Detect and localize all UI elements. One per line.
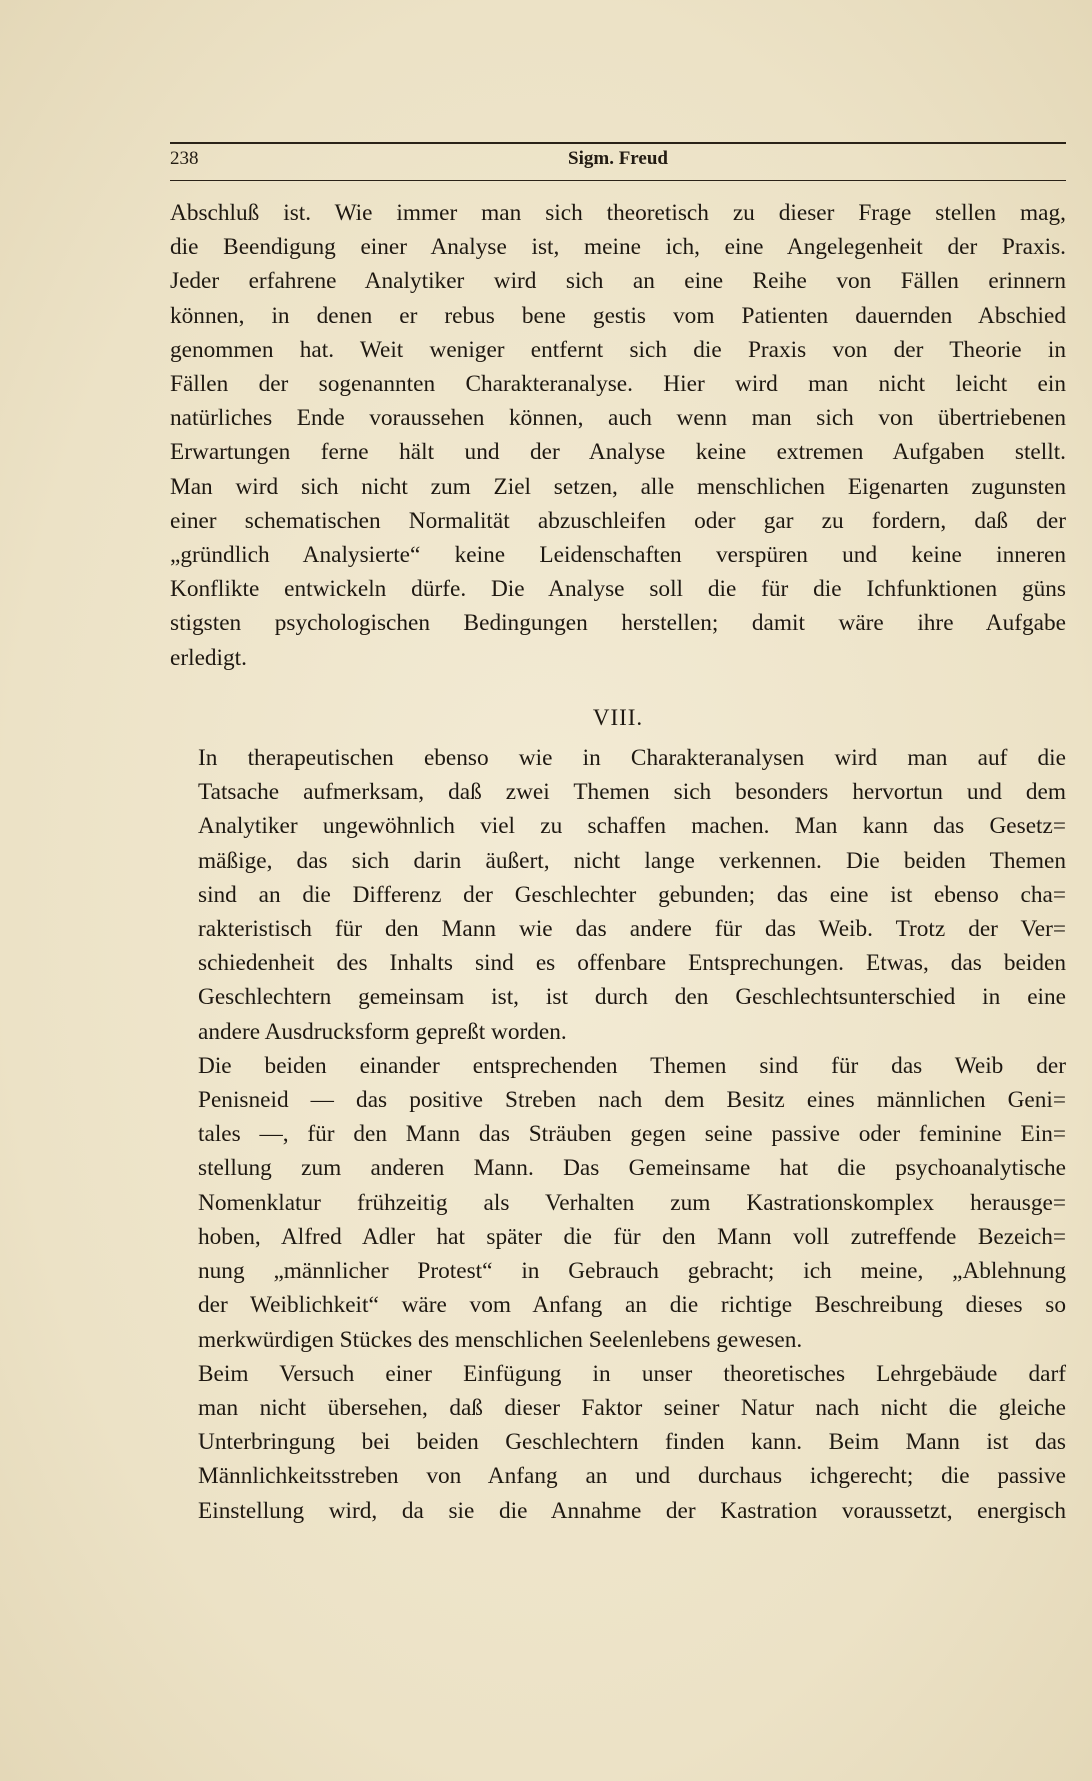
text-line: man nicht übersehen, daß dieser Faktor seiner Natur nach nicht die gleiche [198,1394,1066,1421]
text-line: rakteristisch für den Mann wie das andere für das Weib. Trotz der Ver= [198,916,1066,943]
running-head: Sigm. Freud [568,148,668,169]
text-line: nung „männlicher Protest“ in Gebrauch gebracht; ich meine, „Ablehnung [198,1258,1066,1285]
text-line: Fällen der sogenannten Charakteranalyse. Hier wird man nicht leicht ein [170,371,1066,398]
text-line: Man wird sich nicht zum Ziel setzen, alle menschlichen Eigenarten zugunsten [170,473,1066,500]
text-line: Erwartungen ferne hält und der Analyse keine extremen Aufgaben stellt. [170,439,1066,466]
text-line: Beim Versuch einer Einfügung in unser theoretisches Lehrgebäude darf [198,1360,1066,1387]
text-line: Konflikte entwickeln dürfe. Die Analyse soll die für die Ichfunktionen güns [170,576,1066,603]
text-line: stellung zum anderen Mann. Das Gemeinsame hat die psychoanalytische [198,1155,1066,1182]
text-line: Die beiden einander entsprechenden Themen sind für das Weib der [198,1052,1066,1079]
text-line: merkwürdigen Stückes des menschlichen Seelenlebens gewesen. [198,1326,803,1353]
paragraph [170,1357,1066,1528]
text-line: natürliches Ende voraussehen können, auch wenn man sich von übertriebenen [170,405,1066,432]
text-line: hoben, Alfred Adler hat später die für den Mann voll zutreffende Bezeich= [198,1223,1066,1250]
text-line: Tatsache aufmerksam, daß zwei Themen sich besonders hervortun und dem [198,779,1066,806]
text-line: Männlichkeitsstreben von Anfang an und durchaus ichgerecht; die passive [198,1463,1066,1490]
text-line: stigsten psychologischen Bedingungen herstellen; damit wäre ihre Aufgabe [170,610,1066,637]
text-line: Abschluß ist. Wie immer man sich theoretisch zu dieser Frage stellen mag, [170,200,1066,226]
page-body [170,196,1066,1528]
paragraph [170,741,1066,1049]
text-line: der Weiblichkeit“ wäre vom Anfang an die richtige Beschreibung dieses so [198,1292,1066,1319]
text-line: Jeder erfahrene Analytiker wird sich an eine Reihe von Fällen erinnern [170,268,1066,295]
text-line: Einstellung wird, da sie die Annahme der Kastration voraussetzt, energisch [198,1497,1066,1524]
text-line: können, in denen er rebus bene gestis vom Patienten dauernden Abschied [170,302,1066,329]
text-line: schiedenheit des Inhalts sind es offenbare Entsprechungen. Etwas, das beiden [198,950,1066,977]
page-number: 238 [170,148,199,169]
text-line: die Beendigung einer Analyse ist, meine ich, eine Angelegenheit der Praxis. [170,234,1066,261]
section-heading: VIII. [592,704,644,730]
text-line: einer schematischen Normalität abzuschleifen oder gar zu fordern, daß der [170,507,1066,534]
text-line: Unterbringung bei beiden Geschlechtern finden kann. Beim Mann ist das [198,1429,1066,1456]
text-line: In therapeutischen ebenso wie in Charakteranalysen wird man auf die [198,745,1066,772]
text-line: mäßige, das sich darin äußert, nicht lange verkennen. Die beiden Themen [198,847,1066,874]
paragraph [170,196,1066,675]
text-line: Analytiker ungewöhnlich viel zu schaffen machen. Man kann das Gesetz= [198,813,1066,840]
text-line: Nomenklatur frühzeitig als Verhalten zum Kastrationskomplex herausge= [198,1189,1066,1216]
page-header [170,142,1066,181]
text-line: tales —, für den Mann das Sträuben gegen seine passive oder feminine Ein= [198,1121,1066,1148]
text-line: erledigt. [170,644,247,671]
text-line: genommen hat. Weit weniger entfernt sich die Praxis von der Theorie in [170,336,1066,363]
text-line: Penisneid — das positive Streben nach dem Besitz eines männlichen Geni= [198,1087,1066,1114]
text-line: „gründlich Analysierte“ keine Leidenschaften verspüren und keine inneren [170,542,1066,569]
text-line: Geschlechtern gemeinsam ist, ist durch den Geschlechtsunterschied in eine [198,984,1066,1011]
paragraph [170,1049,1066,1357]
text-line: sind an die Differenz der Geschlechter gebunden; das eine ist ebenso cha= [198,881,1066,908]
text-line: andere Ausdrucksform gepreßt worden. [198,1018,567,1045]
